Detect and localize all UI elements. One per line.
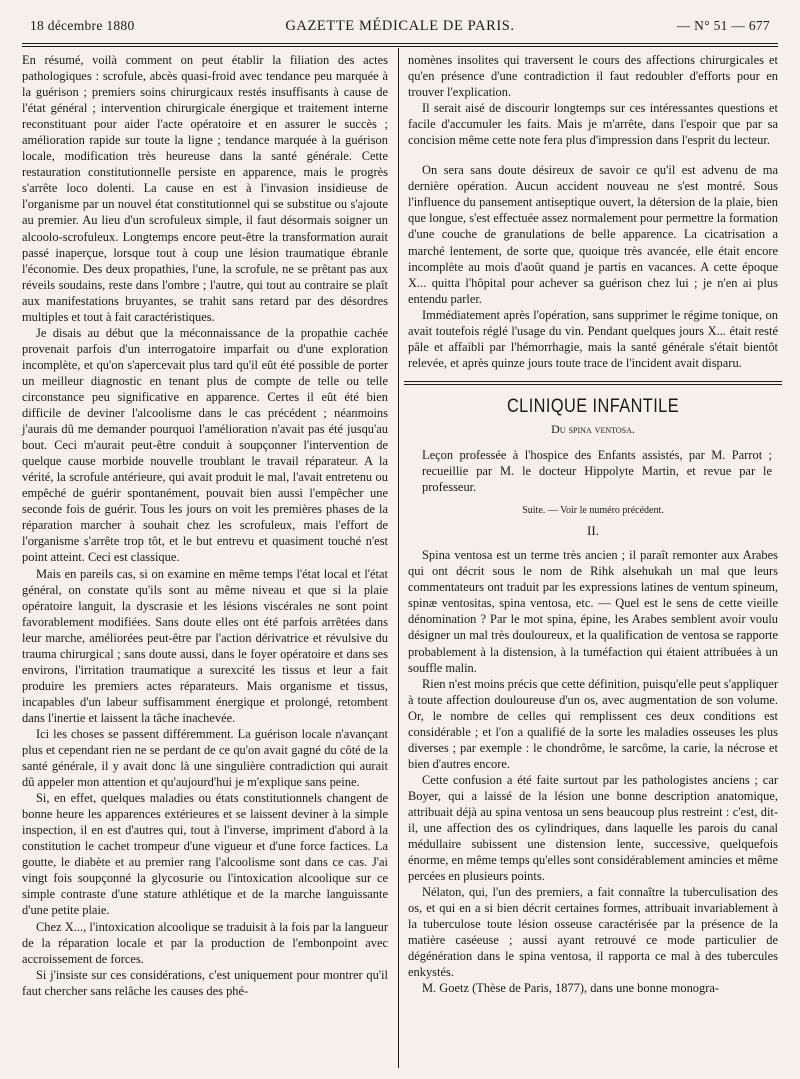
paragraph: Rien n'est moins précis que cette définition, puisqu'elle peut s'appliquer à toute affection douloureuse d'un os, avec augmentation de son volume. Or, le nombre de celles qui remplissent ces deux conditions est considérable ; et l'on a qualifié de la sorte les maladies osseuses les plus diverses ; par exemple : le chondrôme, le sarcôme, la carie, la nécrose et bien d'autres encore. [408, 676, 778, 771]
header-issue: — N° 51 — 677 [676, 18, 770, 33]
paragraph: Immédiatement après l'opération, sans supprimer le régime tonique, on avait toutefois réglé l'usage du vin. Pendant quelques jours X... était resté pâle et affaibli par l'hémorrhagie, mais la santé générale s'était bientôt relevée, et après quinze jours toute trace de l'incident avait disparu. [408, 307, 778, 370]
paragraph: Cette confusion a été faite surtout par les pathologistes anciens ; car Boyer, qui a laissé de la lésion une bonne description anatomique, attribuait déjà au spina ventosa un sens beaucoup plus restreint : c'est, dit-il, une affection des os cylindriques, dans laquelle les parois du canal médullaire subissent une distension lente, successive, quelquefois énorme, en même temps qu'elles sont considérablement amincies et même percées en plusieurs points. [408, 772, 778, 884]
left-column [22, 52, 388, 999]
section-rule [404, 381, 782, 385]
page-header [30, 14, 770, 38]
paragraph: Chez X..., l'intoxication alcoolique se traduisit à la fois par la langueur de la réparation locale et par la production de l'embonpoint avec accroissement de forces. [22, 919, 388, 966]
header-title: GAZETTE MÉDICALE DE PARIS. [285, 18, 515, 34]
header-rule [22, 43, 778, 44]
right-column [408, 52, 778, 997]
paragraph: Nélaton, qui, l'un des premiers, a fait connaître la tuberculisation des os, et qui en a si bien décrit certaines formes, attribuait invariablement à la tuberculose toute lésion osseuse caractérisée par la présence de la matière caséeuse ; aussi ayant retrouvé ce mode particulier de dégénération dans le spina ventosa, il rapporta ce mal à des tubercules enkystés. [408, 885, 778, 980]
paragraph: M. Goetz (Thèse de Paris, 1877), dans une bonne monogra- [422, 981, 720, 996]
paragraph: nomènes insolites qui traversent le cours des affections chirurgicales et qu'en présence d'une contradiction il faut redoubler d'efforts pour en trouver l'explication. [408, 53, 778, 100]
part-number: II. [587, 523, 599, 539]
paragraph: Il serait aisé de discourir longtemps sur ces intéressantes questions et facile d'accumuler les faits. Mais je m'arrête, dans l'espoir que par sa concision même cette note fera plus d'impression dans l'esprit du lecteur. [408, 101, 778, 148]
paragraph: Si, en effet, quelques maladies ou états constitutionnels changent de bonne heure les apparences extérieures et se laissent deviner à la simple inspection, il en est d'autres qui, tout à l'inverse, impriment d'abord à la constitution le cachet trompeur d'une vigueur et d'une force factices. La goutte, le diabète et au premier rang l'alcoolisme sont dans ce cas. J'ai vingt fois soupçonné la glycosurie ou l'intoxication alcoolique sur ce simple contraste d'une stature athlétique et de la marche languissante d'une petite plaie. [22, 791, 388, 918]
paragraph: Mais en pareils cas, si on examine en même temps l'état local et l'état général, on constate qu'ils sont au même niveau et que si la plaie opératoire languit, la dyscrasie et les lésions viscérales ne sont point favorablement modifiées. Sans doute elles ont été parfois arrêtées dans leur marche, améliorées peut-être par l'action dérivatrice et révulsive du trauma chirurgical ; sans doute aussi, dans le foyer opératoire et dans ses environs, l'irritation traumatique a surexcité les tissus et leur a fait produire les premiers actes réparateurs. Mais organisme et tissus, incapables d'un labeur suffisamment énergique et prolongé, retombent dans l'inertie et laissent la tâche inachevée. [22, 566, 388, 725]
spacer [408, 148, 778, 162]
section-title: CLINIQUE INFANTILE [506, 395, 680, 417]
section-subtitle: Du spina ventosa. [551, 421, 635, 436]
paragraph: On sera sans doute désireux de savoir ce qu'il est advenu de ma dernière opération. Aucun accident nouveau ne s'est montré. Sous l'influence du pansement antiseptique ouvert, la détersion de la plaie, bien que longue, s'est effectuée assez normalement pour permettre la formation d'une couche de granulations de belle apparence. La cicatrisation a marché lentement, de sorte que, quoique très avancée, elle était encore incomplète au mois d'août quand je partis en vacances. A cette époque X... quitta l'hôpital pour achever sa guérison chez lui ; je n'en ai plus entendu parler. [408, 163, 778, 306]
lecture-note: Leçon professée à l'hospice des Enfants assistés, par M. Parrot ; recueillie par M. le docteur Hippolyte Martin, et revue par le professeur. [422, 447, 772, 495]
continuation-note: Suite. — Voir le numéro précédent. [522, 505, 664, 517]
header-rule-secondary [22, 46, 778, 47]
header-date: 18 décembre 1880 [30, 18, 135, 33]
paragraph: Spina ventosa est un terme très ancien ; il paraît remonter aux Arabes qui ont décrit sous le nom de Rihk alsehukah un mal que leurs commentateurs ont traduit par les expressions latines de ventum spineum, spinæ ventositas, spina ventosa, etc. — Quel est le sens de cette vieille dénomination ? Par le mot spina, épine, les Arabes semblent avoir voulu désigner un mal très douloureux, et la qualification de ventosa se rapporte probablement à la distension, à la tuméfaction qui étaient attribuées à un souffle malin. [408, 548, 778, 675]
paragraph: Je disais au début que la méconnaissance de la propathie cachée provenait parfois d'un interrogatoire imparfait ou d'une exploration incomplète, et qu'on s'apercevait plus tard qu'il eût été possible de porter un meilleur diagnostic en tenant plus de compte de telle ou telle circonstance peu significative en apparence. Certes il eût été bien difficile de deviner l'alcoolisme dans le cas précédent ; néanmoins j'aurais dû me demander pourquoi l'amélioration n'avait pas été jusqu'au bout. Ceci m'aurait peut-être conduit à soupçonner l'intervention de quelque cause morbide nouvelle troublant le travail réparateur. A la vérité, la scrofule antérieure, qui avait produit le mal, l'avait entretenu ou empêché de guérir spontanément, pouvait bien aussi l'empêcher une seconde fois de guérir. Tous les jours on voit les premières phases de la réparation marcher à souhait chez les scrofuleux, mais l'effort de l'organisme s'arrête trop tôt, et le but entrevu et quasiment touché n'est point atteint. Ceci est classique. [22, 325, 388, 565]
paragraph: Si j'insiste sur ces considérations, c'est uniquement pour montrer qu'il faut chercher sans relâche les causes des phé- [22, 967, 388, 998]
column-divider [398, 48, 399, 1068]
paragraph: En résumé, voilà comment on peut établir la filiation des actes pathologiques : scrofule, abcès quasi-froid avec tendance peu marquée à la guérison ; premiers soins chirurgicaux restés insuffisants à cause de l'état général ; intervention chirurgicale énergique et traitement interne reconstituant pour aider l'acte opératoire et en assurer le succès ; amélioration rapide sur toute la ligne ; tendance marquée à la guérison locale, modification très heureuse dans la santé générale. Cette restauration constitutionnelle persiste en apparence, mais le progrès s'arrête loco dolenti. La cause en est à l'invasion insidieuse de l'organisme par un nouvel état constitutionnel qui se substitue ou s'ajoute au premier. Au lieu d'un scrofuleux simple, il faut désormais soigner un alcoolo-scrofuleux. Longtemps encore peut-être la transformation aurait passé inaperçue, lorsque tout à coup une lésion traumatique ébranle l'économie. Des deux propathies, l'une, la scrofule, ne se prêtant pas aux réveils soudains, reste dans l'ombre ; l'autre, qui tout au contraire se plaît aux manifestations bruyantes, se trahit sans retard par des désordres multiples et tout à fait caractéristiques. [22, 53, 388, 324]
paragraph: Ici les choses se passent différemment. La guérison locale n'avançant plus et cependant rien ne se perdant de ce qu'on avait gagné du côté de la santé générale, il y avait donc là une singulière contradiction qui aurait dû appeler mon attention et qu'aujourd'hui je m'explique sans peine. [22, 726, 388, 790]
